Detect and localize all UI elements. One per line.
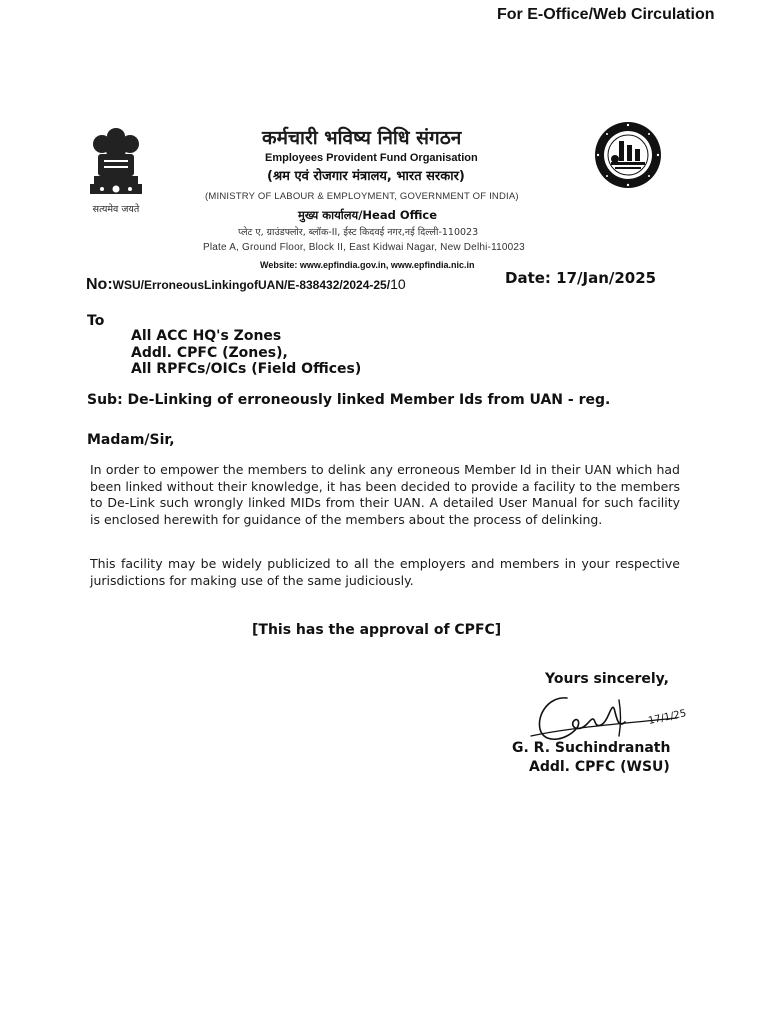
salutation: Madam/Sir, bbox=[87, 432, 175, 448]
signer-designation: Addl. CPFC (WSU) bbox=[529, 759, 670, 775]
org-english-title: Employees Provident Fund Organisation bbox=[265, 152, 478, 164]
subject-line: Sub: De-Linking of erroneously linked Member Ids from UAN - reg. bbox=[87, 392, 611, 408]
signature-date bbox=[647, 708, 687, 727]
letter-date: Date: 17/Jan/2025 bbox=[505, 269, 657, 287]
reference-number bbox=[86, 276, 406, 294]
svg-text:17/1/25: 17/1/25 bbox=[647, 708, 688, 727]
address-english: Plate A, Ground Floor, Block II, East Kidwai Nagar, New Delhi-110023 bbox=[203, 242, 525, 253]
body-paragraph-1: In order to empower the members to delink any erroneous Member Id in their UAN which had been linked without their knowledge, it has been decided to provide a facility to the members to De-Link such wrongly linked MIDs from their UAN. A detailed User Manual for such facility is enclosed herewith for guidance of the members about the process of delinking. bbox=[90, 462, 680, 527]
addressee-item: Addl. CPFC (Zones), bbox=[131, 344, 288, 361]
ministry-hindi: (श्रम एवं रोजगार मंत्रालय, भारत सरकार) bbox=[267, 169, 465, 184]
ministry-english: (MINISTRY OF LABOUR & EMPLOYMENT, GOVERNMENT OF INDIA) bbox=[205, 191, 519, 202]
circulation-note: For E-Office/Web Circulation bbox=[497, 6, 715, 23]
closing-phrase: Yours sincerely, bbox=[545, 671, 669, 687]
head-office-label: मुख्य कार्यालय/Head Office bbox=[298, 208, 438, 222]
to-label: To bbox=[87, 313, 105, 329]
addressee-list bbox=[131, 328, 361, 378]
reference-value: WSU/ErroneousLinkingofUAN/E-838432/2024-25/ bbox=[112, 278, 391, 292]
reference-suffix: 10 bbox=[390, 276, 406, 292]
addressee-item: All RPFCs/OICs (Field Offices) bbox=[131, 361, 362, 377]
addressee-item: All ACC HQ's Zones bbox=[131, 328, 282, 344]
approval-note: [This has the approval of CPFC] bbox=[252, 622, 502, 638]
body-paragraph-2: This facility may be widely publicized to all the employers and members in your respective jurisdictions for making use of the same judiciously. bbox=[90, 556, 680, 588]
national-emblem-icon bbox=[80, 124, 152, 218]
emblem-motto: सत्यमेव जयते bbox=[92, 204, 140, 215]
address-hindi: प्लेट ए, ग्राउंडफ्लोर, ब्लॉक-II, ईस्ट किदवई नगर,नई दिल्ली-110023 bbox=[238, 227, 479, 238]
epfo-logo-icon bbox=[585, 121, 671, 189]
reference-label: No: bbox=[86, 276, 113, 293]
website-line: Website: www.epfindia.gov.in, www.epfindia.nic.in bbox=[260, 260, 475, 270]
org-hindi-title: कर्मचारी भविष्य निधि संगठन bbox=[262, 127, 462, 149]
signer-name: G. R. Suchindranath bbox=[512, 740, 671, 756]
